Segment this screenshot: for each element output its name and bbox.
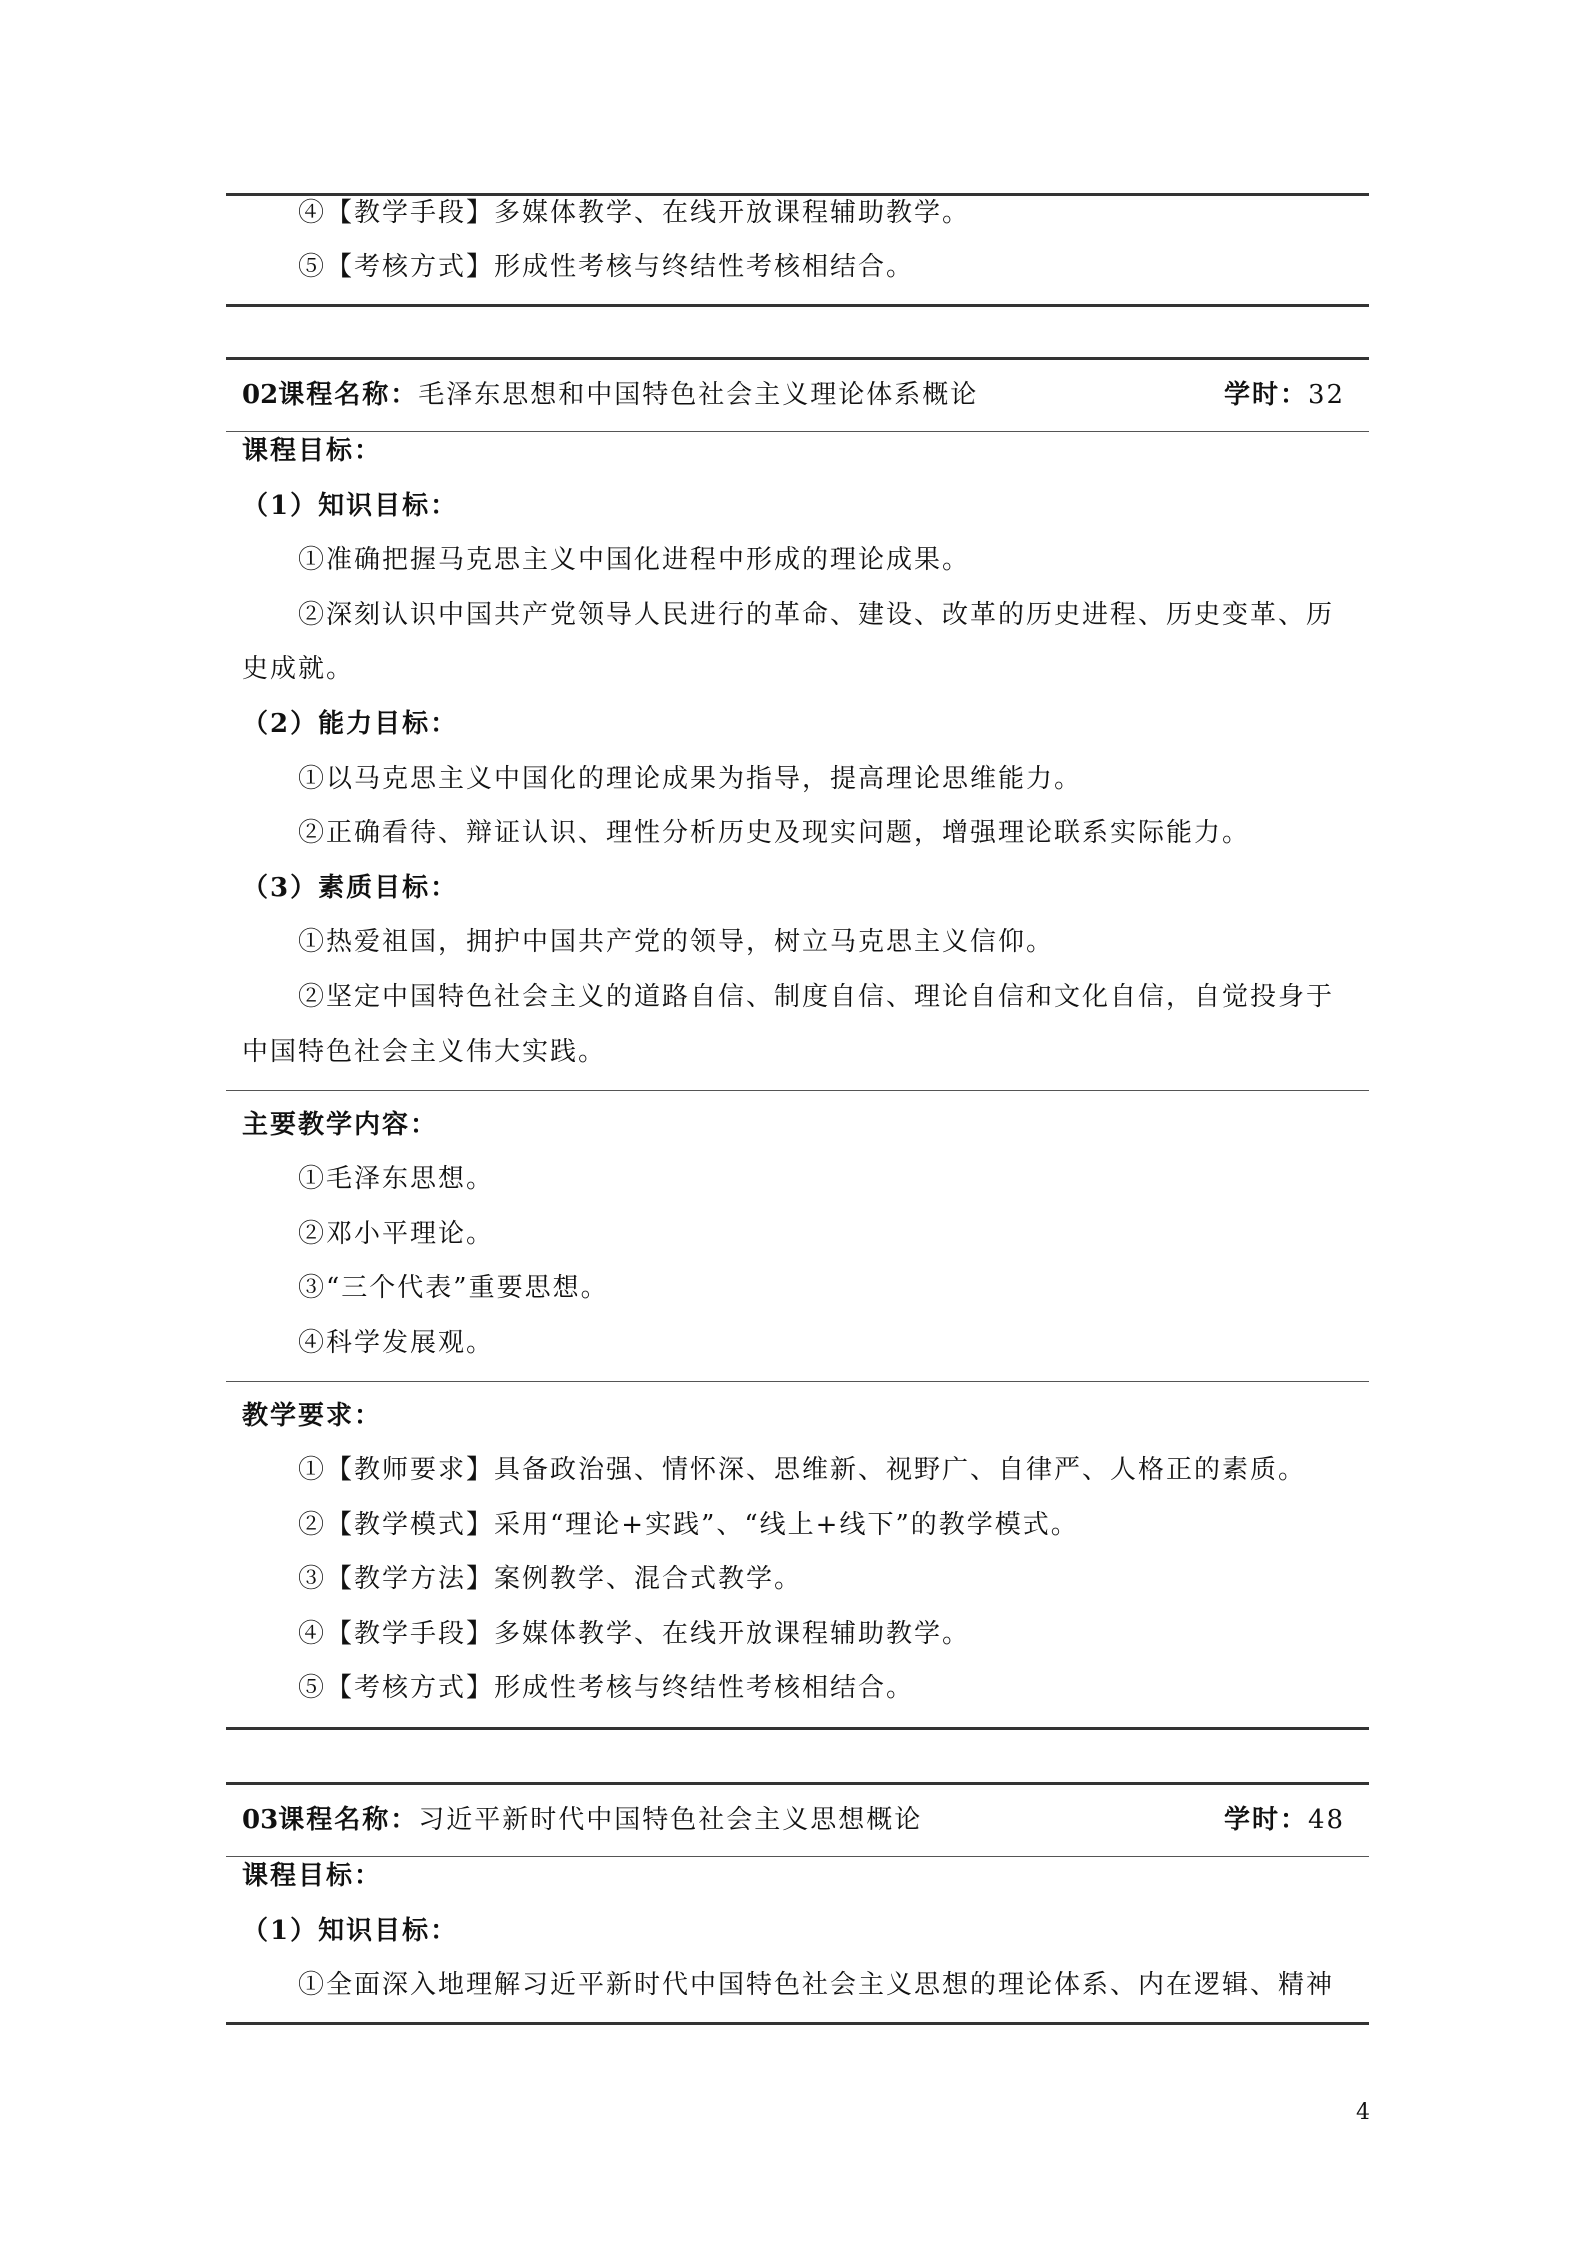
- top-req-5: ⑤【考核方式】形成性考核与终结性考核相结合。: [298, 252, 915, 282]
- course03-border-bottom: [226, 2022, 1369, 2025]
- course02-quality-2b: 中国特色社会主义伟大实践。: [242, 1037, 607, 1067]
- course02-number: 02: [242, 380, 279, 410]
- table-border-bottom: [226, 304, 1369, 307]
- course02-req-3: ③【教学方法】案例教学、混合式教学。: [298, 1564, 803, 1594]
- course03-knowledge-1: ①全面深入地理解习近平新时代中国特色社会主义思想的理论体系、内在逻辑、精神: [298, 1970, 1335, 2000]
- course02-content-divider: [226, 1381, 1369, 1382]
- course02-ability-2: ②正确看待、辩证认识、理性分析历史及现实问题，增强理论联系实际能力。: [298, 818, 1251, 848]
- course02-hours-value: 32: [1308, 380, 1346, 410]
- course02-goals-title: 课程目标：: [242, 436, 383, 466]
- course03-hours-label: 学时：: [1224, 1805, 1309, 1835]
- course02-name: 毛泽东思想和中国特色社会主义理论体系概论: [418, 380, 979, 410]
- course02-header: [242, 380, 978, 410]
- course02-knowledge-2b: 史成就。: [242, 654, 355, 684]
- course02-ability-1: ①以马克思主义中国化的理论成果为指导，提高理论思维能力。: [298, 764, 1083, 794]
- course02-ability-title: （2）能力目标：: [242, 709, 459, 739]
- course02-req-5: ⑤【考核方式】形成性考核与终结性考核相结合。: [298, 1673, 915, 1703]
- course02-quality-1: ①热爱祖国，拥护中国共产党的领导，树立马克思主义信仰。: [298, 927, 1055, 957]
- table-border-top: [226, 193, 1369, 196]
- course02-header-divider: [226, 431, 1369, 432]
- course02-border-bottom: [226, 1727, 1369, 1730]
- top-req-4: ④【教学手段】多媒体教学、在线开放课程辅助教学。: [298, 198, 971, 228]
- course02-quality-2a: ②坚定中国特色社会主义的道路自信、制度自信、理论自信和文化自信，自觉投身于: [298, 982, 1335, 1012]
- course03-knowledge-title: （1）知识目标：: [242, 1916, 459, 1946]
- course02-hours-label: 学时：: [1224, 380, 1309, 410]
- course03-number: 03: [242, 1805, 279, 1835]
- course03-header-divider: [226, 1856, 1369, 1857]
- course02-content-2: ②邓小平理论。: [298, 1219, 495, 1249]
- course02-quality-title: （3）素质目标：: [242, 873, 459, 903]
- course02-knowledge-2a: ②深刻认识中国共产党领导人民进行的革命、建设、改革的历史进程、历史变革、历: [298, 600, 1335, 630]
- page-number: 4: [1356, 2100, 1370, 2125]
- course02-req-title: 教学要求：: [242, 1401, 383, 1431]
- course02-req-1: ①【教师要求】具备政治强、情怀深、思维新、视野广、自律严、人格正的素质。: [298, 1455, 1307, 1485]
- course03-name: 习近平新时代中国特色社会主义思想概论: [418, 1805, 923, 1835]
- course03-name-label: 课程名称：: [278, 1805, 419, 1835]
- course02-req-4: ④【教学手段】多媒体教学、在线开放课程辅助教学。: [298, 1619, 971, 1649]
- course02-content-1: ①毛泽东思想。: [298, 1164, 495, 1194]
- course03-header: [242, 1805, 922, 1835]
- course02-hours: [1224, 380, 1345, 410]
- course03-border-top: [226, 1782, 1369, 1785]
- course02-content-3: ③“三个代表”重要思想。: [298, 1273, 609, 1303]
- course03-goals-title: 课程目标：: [242, 1861, 383, 1891]
- course02-req-2: ②【教学模式】采用“理论+实践”、“线上+线下”的教学模式。: [298, 1510, 1079, 1540]
- course02-content-title: 主要教学内容：: [242, 1110, 439, 1140]
- course02-name-label: 课程名称：: [278, 380, 419, 410]
- course03-hours: [1224, 1805, 1345, 1835]
- course02-border-top: [226, 357, 1369, 360]
- course02-goals-divider: [226, 1090, 1369, 1091]
- course02-knowledge-title: （1）知识目标：: [242, 491, 459, 521]
- course03-hours-value: 48: [1308, 1805, 1346, 1835]
- course02-content-4: ④科学发展观。: [298, 1328, 495, 1358]
- course02-knowledge-1: ①准确把握马克思主义中国化进程中形成的理论成果。: [298, 545, 971, 575]
